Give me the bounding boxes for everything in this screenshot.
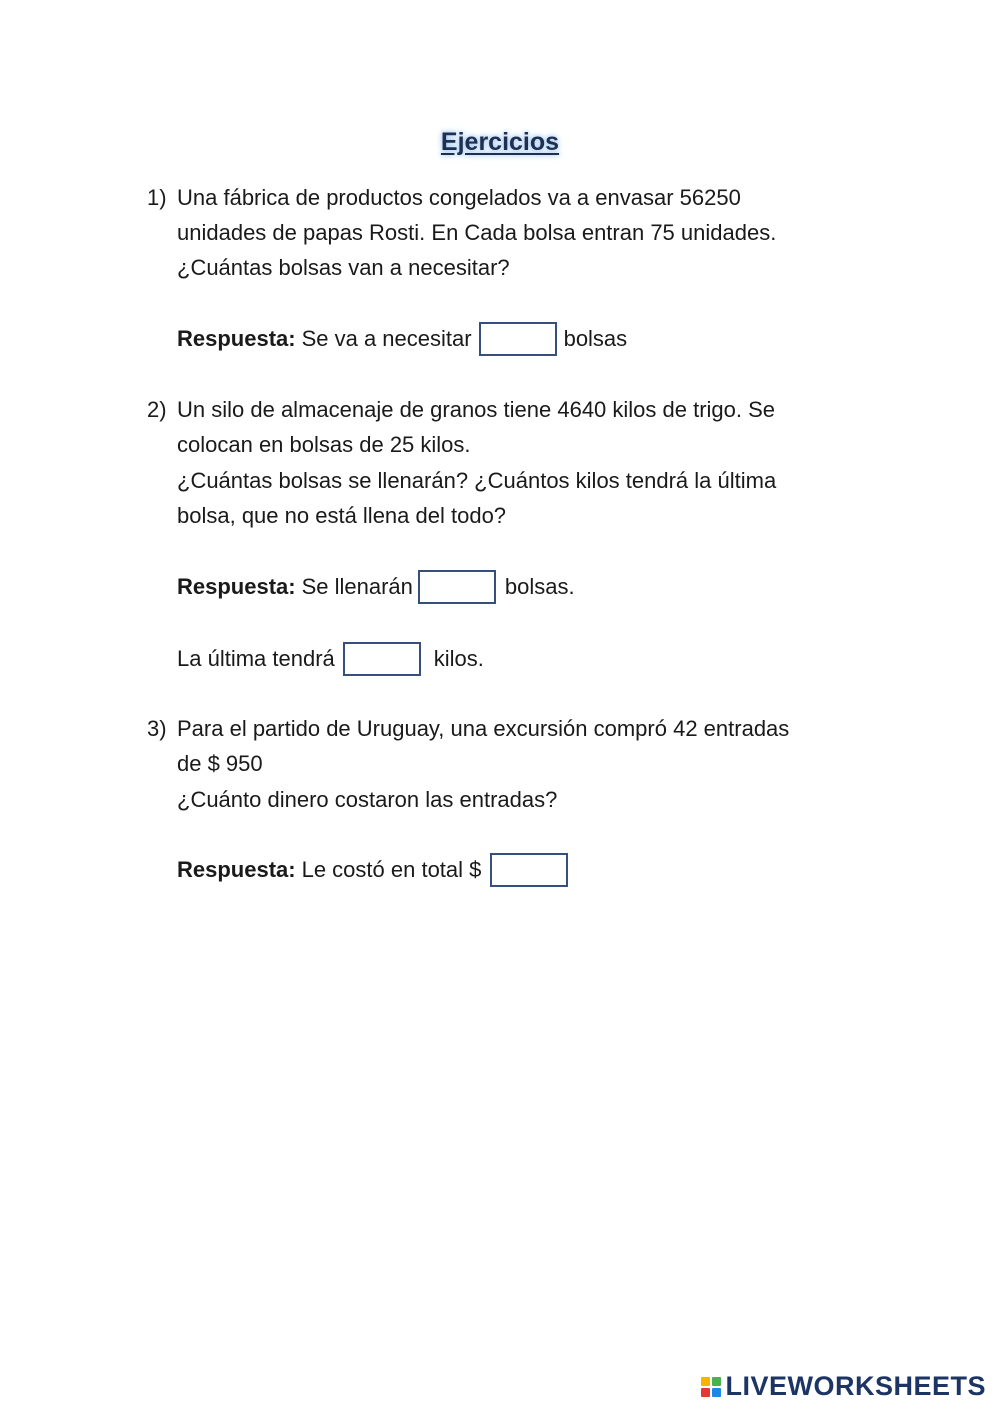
- logo-square-2: [712, 1377, 721, 1386]
- exercise-1-answer-row: [177, 320, 627, 358]
- exercise-3-answer-input[interactable]: [490, 853, 568, 887]
- answer-label: Respuesta:: [177, 857, 296, 882]
- answer-prefix: Se llenarán: [301, 574, 413, 599]
- exercise-1-line-2: unidades de papas Rosti. En Cada bolsa entran 75 unidades.: [177, 220, 777, 245]
- answer2-suffix: kilos.: [433, 646, 484, 671]
- exercise-3-answer-row: [177, 851, 575, 889]
- answer-suffix: bolsas.: [504, 574, 575, 599]
- exercise-1-number: 1): [147, 185, 167, 210]
- page-title-text: Ejercicios: [440, 128, 560, 156]
- exercise-1-line-1: Una fábrica de productos congelados va a envasar 56250: [177, 185, 741, 210]
- exercise-2-line-4: bolsa, que no está llena del todo?: [177, 503, 507, 528]
- logo-square-4: [712, 1388, 721, 1397]
- logo-mark-icon: [701, 1377, 721, 1397]
- answer-prefix: Se va a necesitar: [301, 326, 472, 351]
- exercise-2-line-3: ¿Cuántas bolsas se llenarán? ¿Cuántos kilos tendrá la última: [177, 468, 777, 493]
- exercise-2-number: 2): [147, 397, 167, 422]
- logo-square-3: [701, 1388, 710, 1397]
- answer2-prefix: La última tendrá: [177, 646, 335, 671]
- exercise-3-line-3: ¿Cuánto dinero costaron las entradas?: [177, 787, 558, 812]
- exercise-3-line-2: de $ 950: [177, 751, 263, 776]
- exercise-2-line-2: colocan en bolsas de 25 kilos.: [177, 432, 471, 457]
- answer-label: Respuesta:: [177, 574, 296, 599]
- answer-prefix: Le costó en total $: [301, 857, 482, 882]
- exercise-2-answer-input-kilos[interactable]: [343, 642, 421, 676]
- logo-square-1: [701, 1377, 710, 1386]
- exercise-3-line-1: Para el partido de Uruguay, una excursión compró 42 entradas: [177, 716, 790, 741]
- exercise-2-line-1: Un silo de almacenaje de granos tiene 4640 kilos de trigo. Se: [177, 397, 776, 422]
- exercise-2-answer-row: [177, 568, 575, 606]
- exercise-2-answer-row-2: [177, 640, 484, 678]
- logo-text: LIVEWORKSHEETS: [725, 1371, 986, 1401]
- exercise-1-answer-input[interactable]: [479, 322, 557, 356]
- liveworksheets-logo: [701, 1371, 986, 1402]
- page-title: [0, 126, 1000, 158]
- answer-label: Respuesta:: [177, 326, 296, 351]
- exercise-3-number: 3): [147, 716, 167, 741]
- exercise-1-line-3: ¿Cuántas bolsas van a necesitar?: [177, 255, 510, 280]
- answer-suffix: bolsas: [563, 326, 628, 351]
- exercise-2-answer-input-bags[interactable]: [418, 570, 496, 604]
